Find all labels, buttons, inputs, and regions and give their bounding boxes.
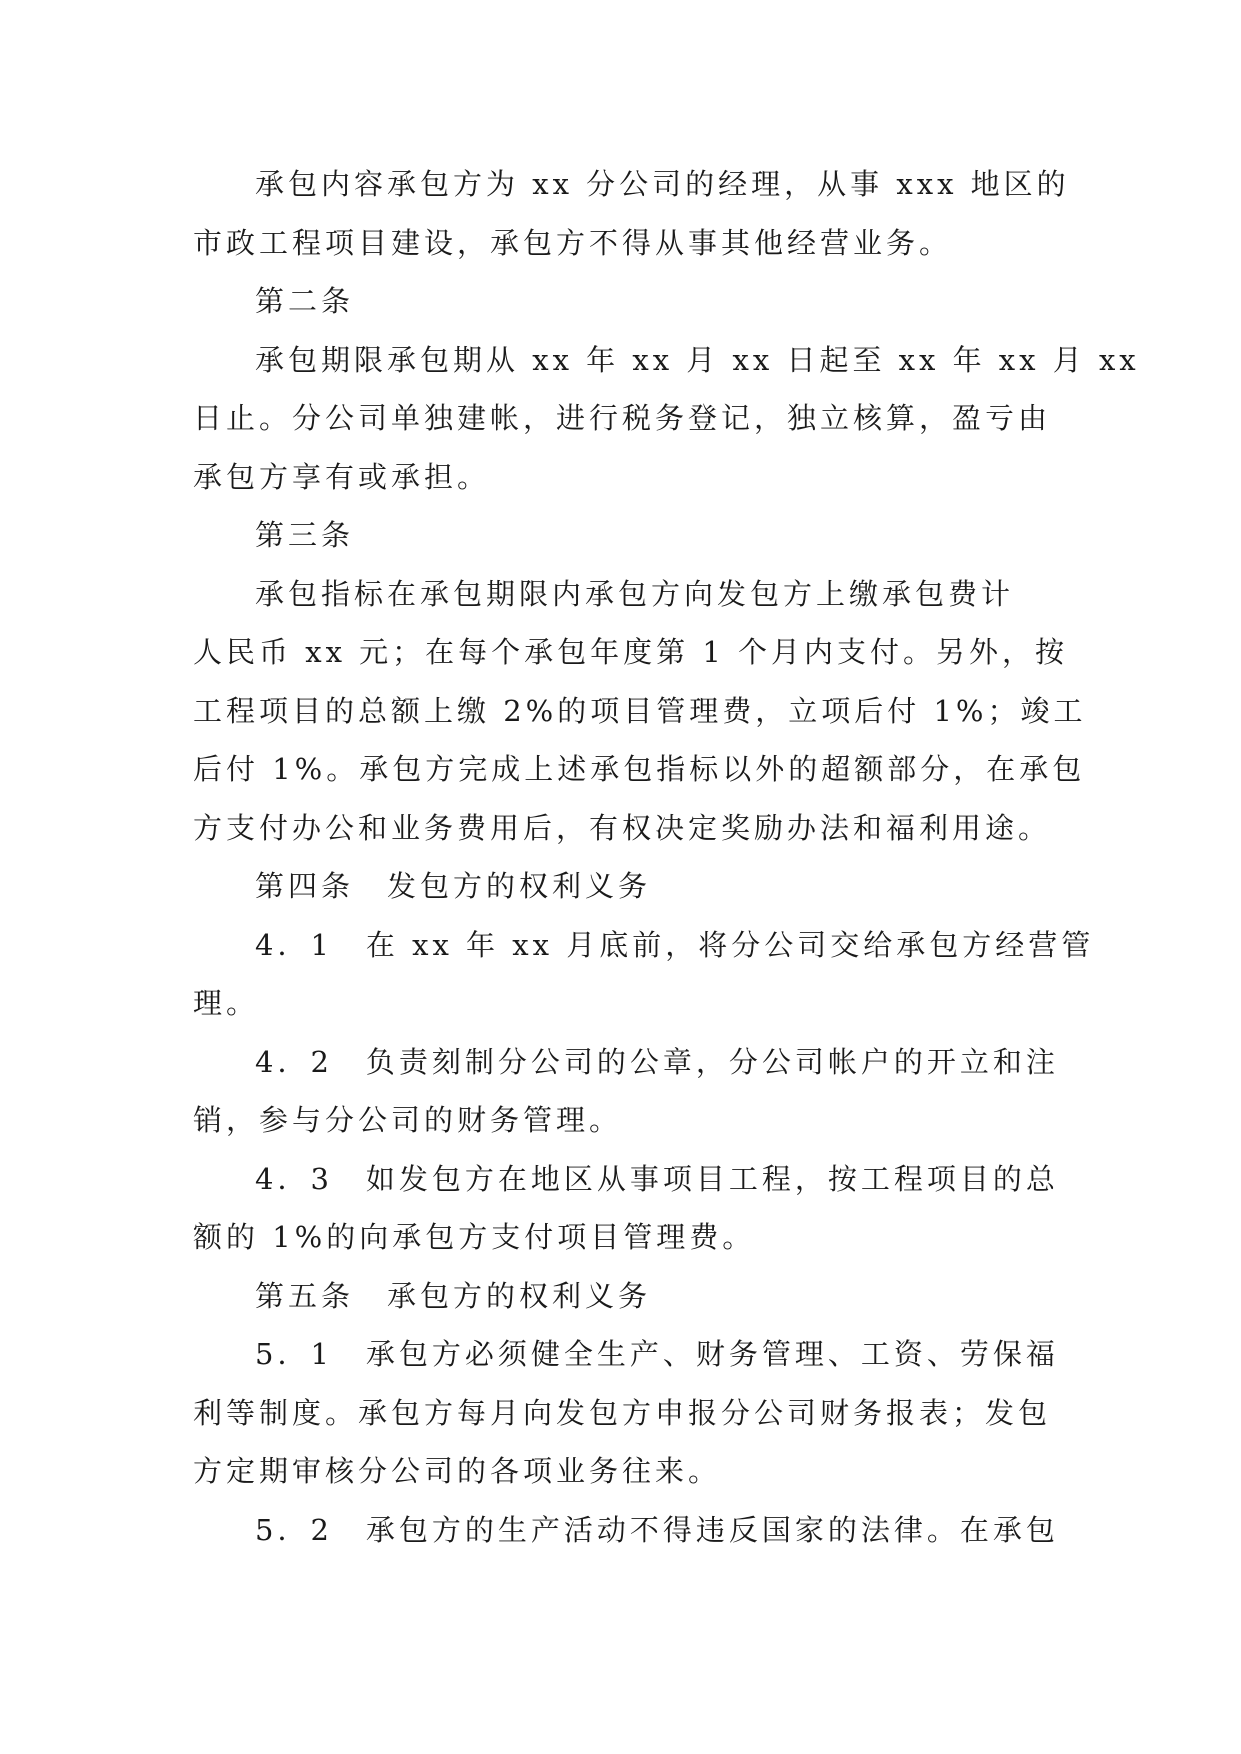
text-line: 方定期审核分公司的各项业务往来。 — [193, 1454, 722, 1488]
text-line: 方支付办公和业务费用后，有权决定奖励办法和福利用途。 — [193, 810, 1052, 845]
text-line: 后付 1%。承包方完成上述承包指标以外的超额部分，在承包 — [193, 752, 1086, 786]
text-line: 人民币 xx 元；在每个承包年度第 1 个月内支付。另外，按 — [193, 635, 1069, 669]
clause-line: 5．2 承包方的生产活动不得违反国家的法律。在承包 — [255, 1512, 1059, 1547]
text-line: 承包方享有或承担。 — [193, 459, 491, 494]
clause-line: 4．3 如发包方在地区从事项目工程，按工程项目的总 — [255, 1161, 1059, 1196]
article-heading: 第五条 承包方的权利义务 — [255, 1278, 652, 1313]
document-body — [193, 155, 1140, 1559]
article-heading: 第四条 发包方的权利义务 — [255, 869, 652, 903]
text-line: 理。 — [193, 986, 260, 1020]
article-heading: 第二条 — [255, 284, 355, 318]
text-line: 额的 1%的向承包方支付项目管理费。 — [193, 1220, 756, 1254]
text-line: 承包指标在承包期限内承包方向发包方上缴承包费计 — [255, 576, 1015, 611]
text-line: 日止。分公司单独建帐，进行税务登记，独立核算，盈亏由 — [193, 401, 1052, 435]
article-heading: 第三条 — [255, 518, 355, 552]
clause-line: 4．1 在 xx 年 xx 月底前，将分公司交给承包方经营管 — [255, 927, 1095, 962]
text-line: 工程项目的总额上缴 2%的项目管理费，立项后付 1%；竣工 — [193, 693, 1087, 728]
text-line: 销，参与分公司的财务管理。 — [193, 1103, 623, 1137]
text-line: 承包期限承包期从 xx 年 xx 月 xx 日起至 xx 年 xx 月 xx — [255, 342, 1140, 377]
text-line: 利等制度。承包方每月向发包方申报分公司财务报表；发包 — [193, 1395, 1052, 1430]
clause-line: 4．2 负责刻制分公司的公章，分公司帐户的开立和注 — [255, 1044, 1059, 1079]
text-line: 市政工程项目建设，承包方不得从事其他经营业务。 — [193, 225, 953, 260]
clause-line: 5．1 承包方必须健全生产、财务管理、工资、劳保福 — [255, 1337, 1059, 1371]
text-line: 承包内容承包方为 xx 分公司的经理，从事 xxx 地区的 — [255, 167, 1070, 201]
